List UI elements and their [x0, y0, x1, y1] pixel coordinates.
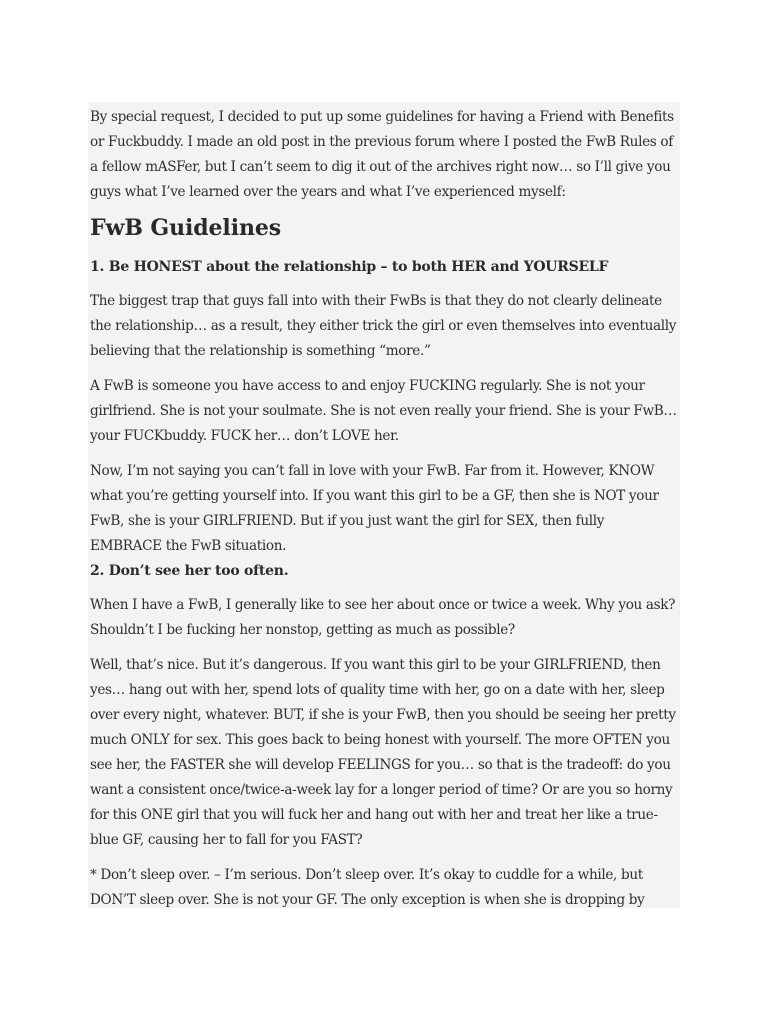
rule-2-paragraph-1: When I have a FwB, I generally like to see her about once or twice a week. Why you ask? Shouldn’t I be fucking her nonstop, getting as much as possible? [90, 597, 676, 638]
intro-paragraph: By special request, I decided to put up some guidelines for having a Friend with Benefits or Fuckbuddy. I made an old post in the previous forum where I posted the FwB Rules of a fellow mASFer, but I can’t seem to dig it out of the archives right now… so I’ll give you guys what I’ve learned over the years and what I’ve experienced myself: [90, 109, 674, 200]
rule-1-heading: 1. Be HONEST about the relationship – to both HER and YOURSELF [90, 259, 609, 275]
article-title: FwB Guidelines [90, 215, 282, 241]
rule-2-heading: 2. Don’t see her too often. [90, 563, 289, 579]
rule-2-paragraph-2: Well, that’s nice. But it’s dangerous. If you want this girl to be your GIRLFRIEND, then yes… hang out with her, spend lots of quality time with her, go on a date with her, sleep over every night, whatever. BUT, if she is your FwB, then you should be seeing her pretty much ONLY for sex. This goes back to being honest with yourself. The more OFTEN you see her, the FASTER she will develop FEELINGS for you… so that is the tradeoff: do you want a consistent once/twice-a-week lay for a longer period of time? Or are you so horny for this ONE girl that you will fuck her and hang out with her and treat her like a true-blue GF, causing her to fall for you FAST? [90, 657, 676, 848]
rule-1-paragraph-1: The biggest trap that guys fall into with their FwBs is that they do not clearly delineate the relationship… as a result, they either trick the girl or even themselves into eventually believing that the relationship is something “more.” [90, 293, 677, 359]
rule-1-paragraph-2: A FwB is someone you have access to and enjoy FUCKING regularly. She is not your girlfriend. She is not your soulmate. She is not even really your friend. She is your FwB… your FUCKbuddy. FUCK her… don’t LOVE her. [90, 378, 677, 444]
rule-2-bullet: * Don’t sleep over. – I’m serious. Don’t sleep over. It’s okay to cuddle for a while, but DON’T sleep over. She is not your GF. The only exception is when she is dropping by [90, 867, 645, 908]
rule-1-paragraph-3: Now, I’m not saying you can’t fall in love with your FwB. Far from it. However, KNOW what you’re getting yourself into. If you want this girl to be a GF, then she is NOT your FwB, she is your GIRLFRIEND. But if you just want the girl for SEX, then fully EMBRACE the FwB situation. [90, 463, 659, 554]
article-body [88, 102, 680, 908]
